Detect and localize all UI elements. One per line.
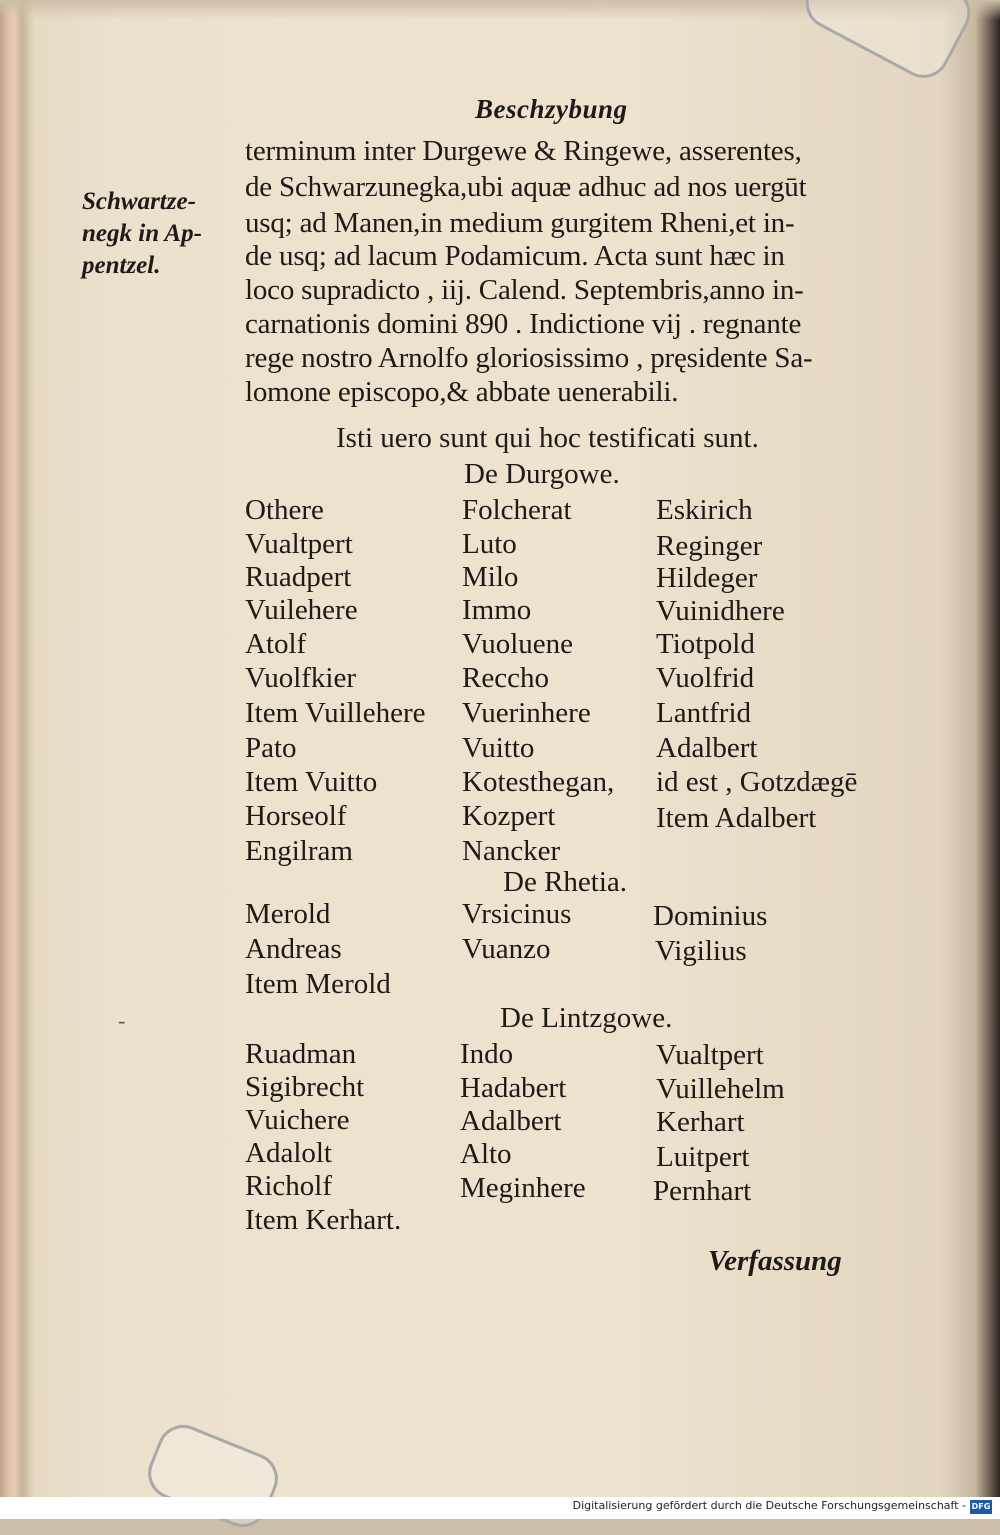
margin-note-line: negk in Ap-: [82, 220, 202, 247]
body-text-line: rege nostro Arnolfo gloriosissimo , pręsidente Sa-: [245, 342, 813, 374]
witness-name: Adalbert: [460, 1105, 562, 1137]
body-text-line: de Schwarzunegka,ubi aquæ adhuc ad nos uergūt: [245, 171, 807, 203]
witness-name: Vuolfrid: [656, 662, 755, 694]
witness-name: Vrsicinus: [462, 898, 572, 930]
ink-mark: -: [118, 1008, 126, 1033]
witness-name: Meginhere: [460, 1172, 586, 1204]
witness-name: Pernhart: [653, 1175, 752, 1207]
witness-name: Ruadpert: [245, 561, 352, 593]
witness-name: Alto: [460, 1138, 512, 1170]
witness-name: Ruadman: [245, 1038, 357, 1070]
witness-name: Adalolt: [245, 1137, 332, 1169]
witness-name: Andreas: [245, 933, 342, 965]
body-text-line: loco supradicto , iij. Calend. Septembris,anno in-: [245, 274, 804, 306]
witness-name: Atolf: [245, 628, 307, 660]
witness-name: Vuillehelm: [656, 1073, 785, 1105]
witness-name: Nancker: [462, 835, 561, 867]
running-head: Beschzybung: [475, 94, 628, 124]
witness-name: Dominius: [653, 900, 768, 932]
body-text-line: lomone episcopo,& abbate uenerabili.: [245, 376, 679, 408]
witness-name: Item Adalbert: [656, 802, 817, 834]
witness-name: Merold: [245, 898, 331, 930]
witness-name: Tiotpold: [656, 628, 755, 660]
witness-name: id est , Gotzdægē: [656, 766, 858, 798]
witness-name: Vigilius: [655, 935, 747, 967]
witness-name: Vualtpert: [245, 528, 353, 560]
witness-name: Reccho: [462, 662, 549, 694]
margin-note-line: Schwartze-: [82, 188, 196, 215]
witness-name: Vuinidhere: [656, 595, 785, 627]
witness-name: Vuerinhere: [462, 697, 591, 729]
witness-name: Reginger: [656, 530, 763, 562]
witness-name: Luitpert: [656, 1141, 750, 1173]
witness-name: Eskirich: [656, 494, 753, 526]
witness-name: Kerhart: [656, 1106, 745, 1138]
catchword: Verfassung: [708, 1245, 842, 1277]
witness-name: Hadabert: [460, 1072, 567, 1104]
witness-name: Sigibrecht: [245, 1071, 365, 1103]
witness-name: Vuichere: [245, 1104, 350, 1136]
witness-intro: Isti uero sunt qui hoc testificati sunt.: [336, 422, 759, 454]
witness-name: Vuoluene: [462, 628, 574, 660]
witness-name: Adalbert: [656, 732, 758, 764]
witness-name: Othere: [245, 494, 324, 526]
witness-name: Milo: [462, 561, 519, 593]
section-heading: De Rhetia.: [503, 866, 628, 898]
witness-name: Hildeger: [656, 562, 758, 594]
witness-name: Vualtpert: [656, 1039, 764, 1071]
witness-name: Pato: [245, 732, 297, 764]
witness-name: Kozpert: [462, 800, 556, 832]
body-text-line: terminum inter Durgewe & Ringewe, asserentes,: [245, 135, 802, 167]
section-heading: De Durgowe.: [464, 458, 620, 490]
body-text-line: usq; ad Manen,in medium gurgitem Rheni,et in-: [245, 207, 795, 239]
witness-name: Luto: [462, 528, 517, 560]
margin-note-line: pentzel.: [82, 252, 161, 279]
witness-name: Item Merold: [245, 968, 391, 1000]
witness-name: Item Vuillehere: [245, 697, 426, 729]
section-heading: De Lintzgowe.: [500, 1002, 673, 1034]
witness-name: Engilram: [245, 835, 353, 867]
witness-name: Vuitto: [462, 732, 535, 764]
witness-name: Item Kerhart.: [245, 1204, 402, 1236]
witness-name: Folcherat: [462, 494, 572, 526]
witness-name: Kotesthegan,: [462, 766, 615, 798]
witness-name: Vuilehere: [245, 594, 358, 626]
witness-name: Lantfrid: [656, 697, 752, 729]
witness-name: Immo: [462, 594, 532, 626]
witness-name: Indo: [460, 1038, 514, 1070]
dfg-logo: DFG: [970, 1500, 992, 1514]
witness-name: Vuolfkier: [245, 662, 357, 694]
witness-name: Item Vuitto: [245, 766, 378, 798]
witness-name: Vuanzo: [462, 933, 551, 965]
witness-name: Horseolf: [245, 800, 347, 832]
body-text-line: de usq; ad lacum Podamicum. Acta sunt hæc in: [245, 240, 785, 272]
body-text-line: carnationis domini 890 . Indictione vij . regnante: [245, 308, 802, 340]
witness-name: Richolf: [245, 1170, 332, 1202]
footer-credit: Digitalisierung gefördert durch die Deutsche Forschungsgemeinschaft -: [572, 1499, 966, 1512]
